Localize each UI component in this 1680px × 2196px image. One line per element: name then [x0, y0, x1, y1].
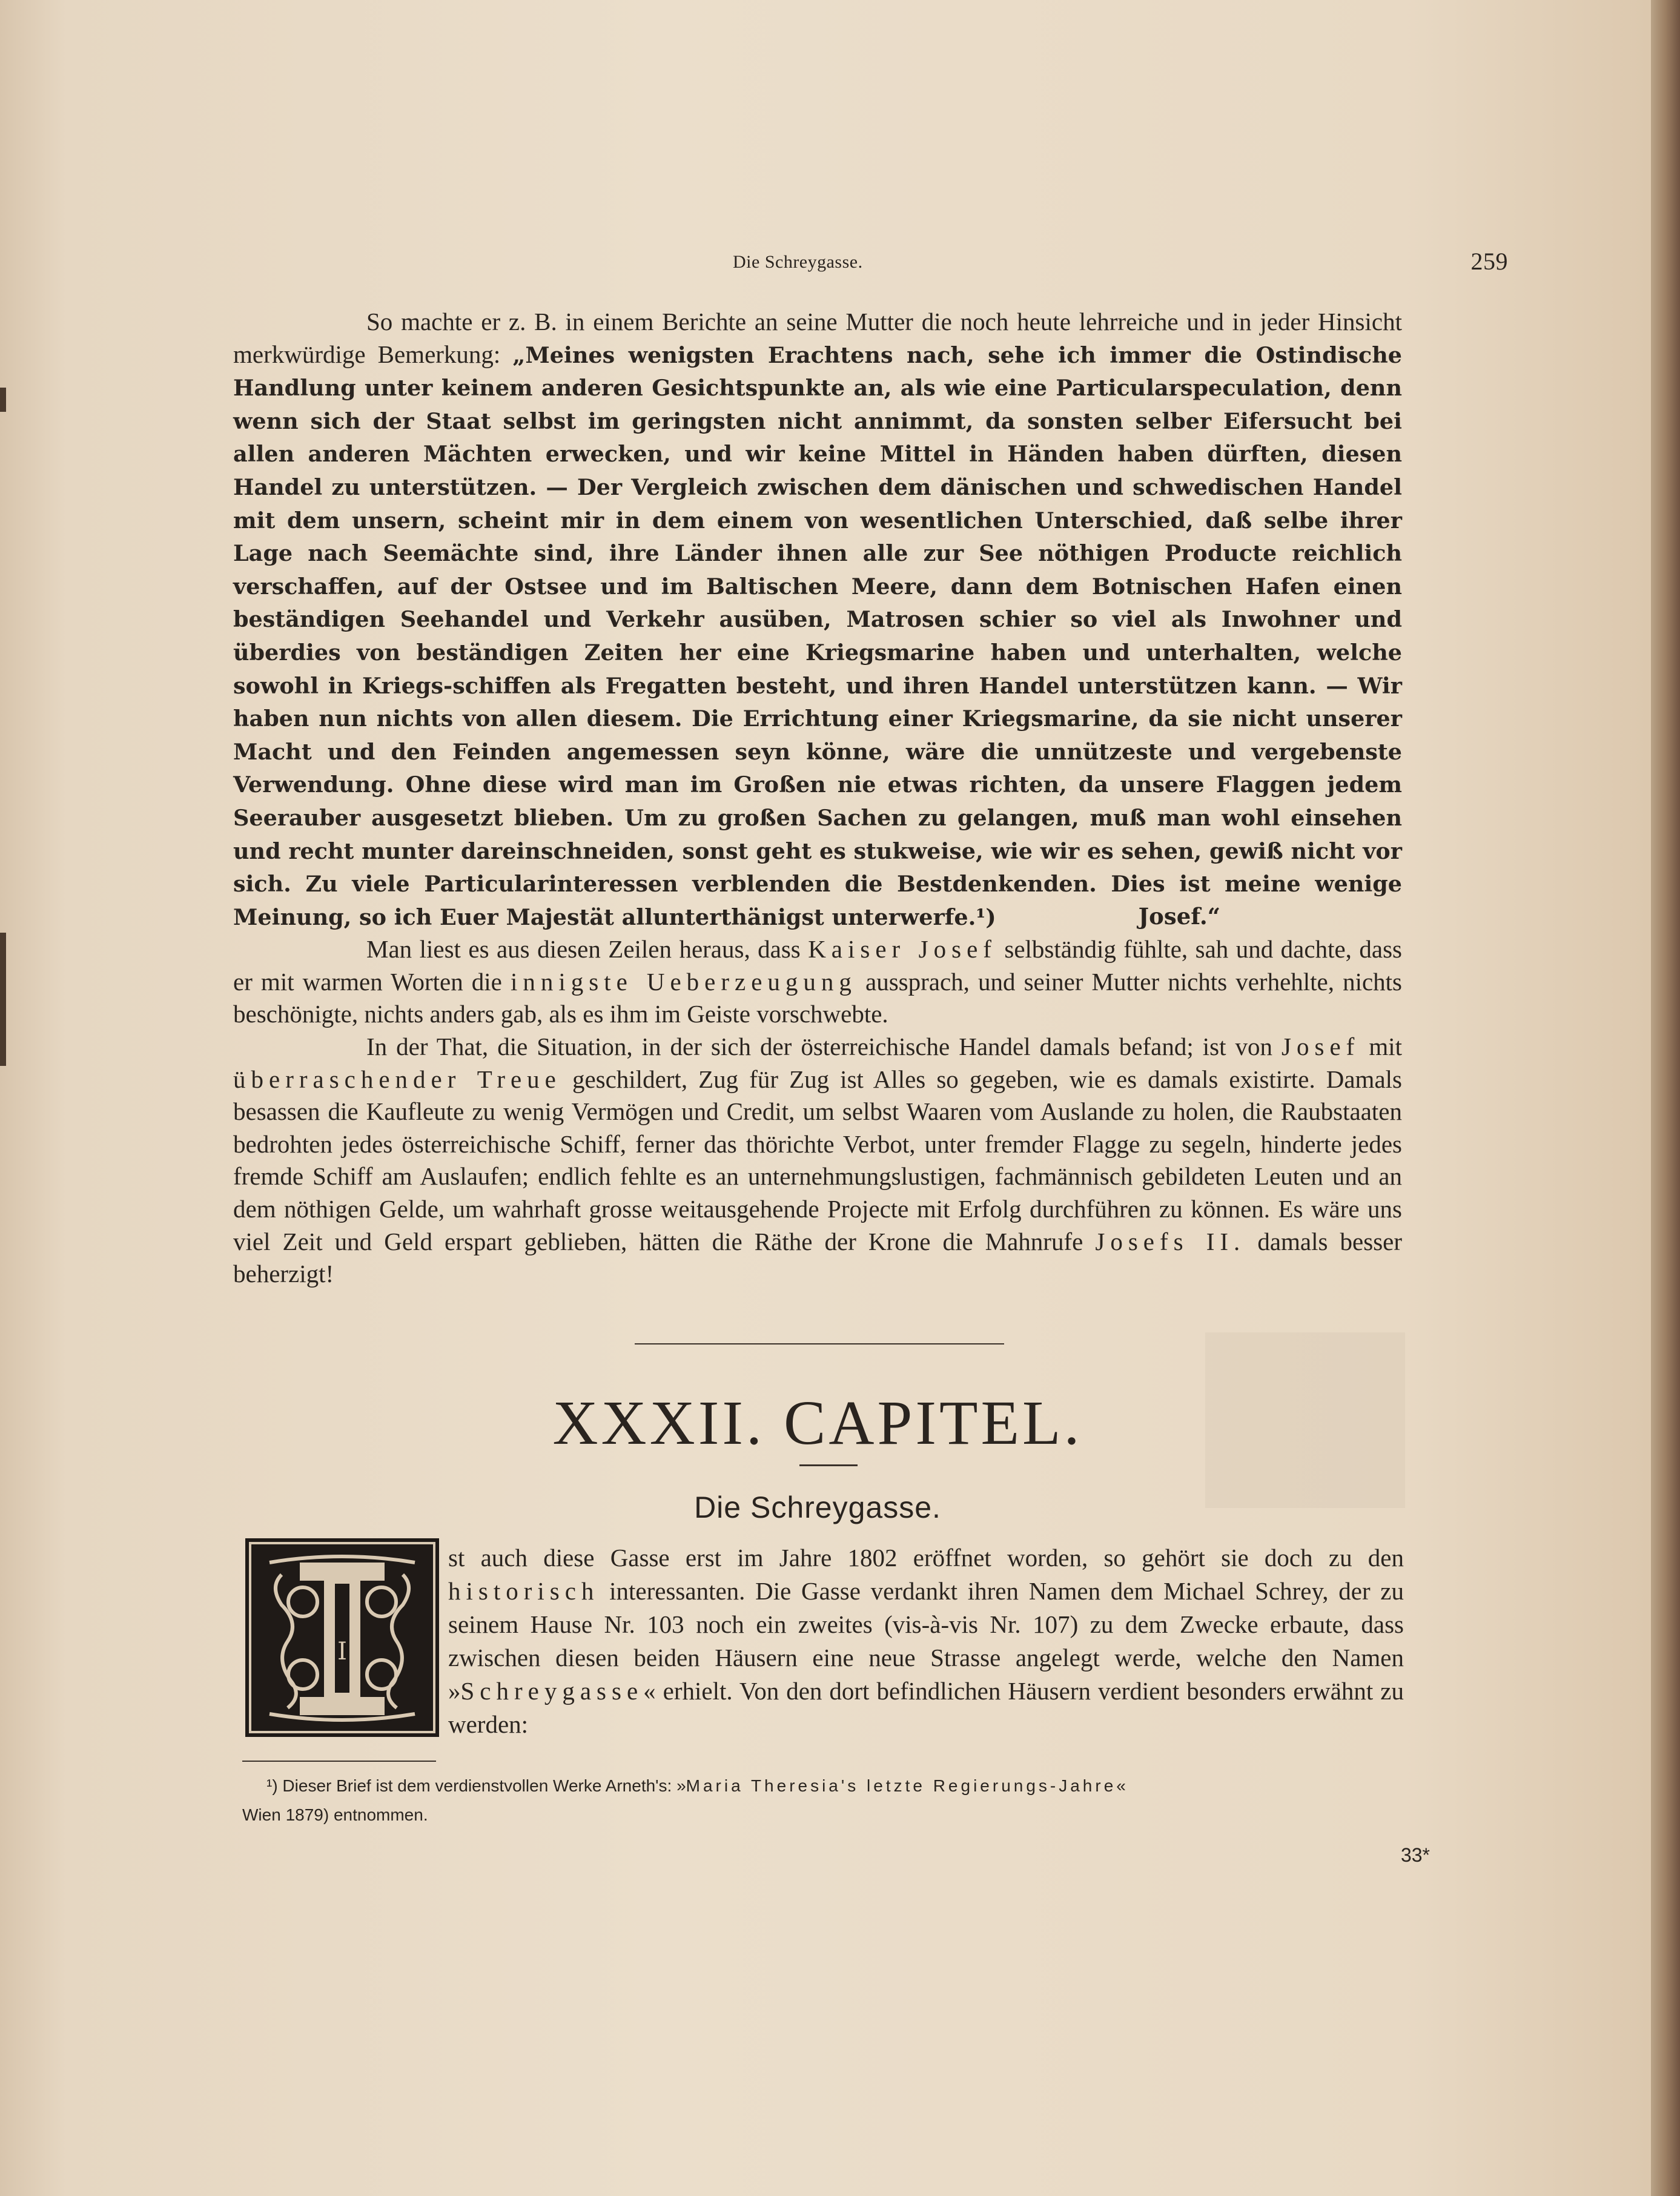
binding-mark [0, 933, 6, 1066]
footnote [242, 1771, 1405, 1830]
text-run: interessanten. Die Gasse verdankt ihren Namen dem Michael Schrey, der zu seinem Hause Nr. 103 noch ein zweites (vis-à-vis Nr. 107) zu dem Zwecke erbaute, dass zwischen diesen beiden Häusern eine neue Strasse angelegt werde, welche den Namen » [448, 1577, 1404, 1705]
letter-signature: Josef.“ [1138, 902, 1220, 930]
page-number: 259 [1470, 248, 1508, 275]
text-run: selbständig fühlte, sah und dachte, dass er mit warmen Worten die [233, 935, 1402, 996]
letter-paragraph [233, 306, 1402, 933]
paragraph-2 [233, 933, 1402, 1031]
paragraph-3 [233, 1031, 1402, 1291]
spaced-text-run: innigste Ueberzeugung [510, 967, 857, 996]
footnote-text-line-2: Wien 1879) entnommen. [242, 1805, 428, 1824]
main-text [233, 306, 1402, 1291]
ornamental-initial [245, 1538, 439, 1737]
text-run: Man liest es aus diesen Zeilen heraus, dass [366, 935, 801, 964]
text-run: « erhielt. Von den dort befindlichen Häusern verdient besonders erwähnt zu werden: [448, 1677, 1404, 1738]
section-divider-rule [635, 1343, 1004, 1344]
text-run: aussprach, und seiner Mutter nichts verhehlte, nichts beschönigte, nichts anders gab, als es ihm im Geiste vorschwebte. [233, 967, 1403, 1028]
chapter-title: XXXII. CAPITEL. [552, 1388, 1083, 1458]
page-edge [1651, 0, 1680, 2196]
spaced-text-run: Josefs II. [1095, 1227, 1246, 1255]
spaced-text-run: historisch [448, 1577, 600, 1605]
chapter-text [448, 1541, 1404, 1741]
running-head-title: Die Schreygasse. [733, 252, 863, 272]
running-head [696, 247, 1508, 277]
footnote-text: « [1116, 1776, 1126, 1795]
spaced-text-run: überraschender Treue [233, 1065, 561, 1093]
sheet-signature-mark: 33* [1400, 1844, 1430, 1866]
spaced-text-run: Josef [1281, 1033, 1360, 1061]
initial-letter: I [337, 1638, 347, 1665]
footnote-rule [242, 1761, 436, 1762]
binding-mark [0, 388, 6, 412]
text-run: In der That, die Situation, in der sich der österreichische Handel damals befand; ist von [366, 1033, 1273, 1061]
spaced-text-run: Schreygasse [460, 1677, 644, 1705]
footnote-text: ¹) Dieser Brief ist dem verdienstvollen Werke Arneth's: » [266, 1776, 686, 1795]
text-run: geschildert, Zug für Zug ist Alles so gegeben, wie es damals existirte. Damals besassen die Kaufleute zu wenig Vermögen und Credit, um selbst Waaren vom Auslande zu holen, die Raubstaaten bedrohten jedes österreichische Schiff, ferner das thörichte Verbot, unter fremder Flagge zu segeln, hinderte jedes fremde Schiff am Auslaufen; endlich fehlte es an unternehmungslustigen, fachmännisch gebildeten Leuten und an dem nöthigen Gelde, um wahrhaft grosse weitausgehende Projecte mit Erfolg durchführen zu können. Es wäre uns viel Zeit und Geld erspart geblieben, hätten die Räthe der Krone die Mahnrufe [233, 1065, 1402, 1255]
chapter-paragraph [448, 1541, 1404, 1741]
letter-intro: So machte er z. B. in einem Berichte an seine Mutter die noch heute lehrreiche und in jeder Hinsicht merkwürdige Bemerkung: [233, 308, 1402, 368]
spaced-text-run: Kaiser Josef [808, 935, 997, 964]
text-run: st auch diese Gasse erst im Jahre 1802 eröffnet worden, so gehört sie doch zu den [448, 1544, 1404, 1572]
footnote-spaced-text: Maria Theresia's letzte Regierungs-Jahre [686, 1776, 1117, 1795]
short-divider-rule [799, 1464, 858, 1466]
text-run: mit [1369, 1033, 1403, 1061]
text-run: damals besser beherzigt! [233, 1227, 1403, 1288]
section-title: Die Schreygasse. [694, 1490, 941, 1524]
ornamental-initial-art [245, 1538, 439, 1737]
letter-quote: „Meines wenigsten Erachtens nach, sehe ich immer die Ostindische Handlung unter keinem anderen Gesichtspunkte an, als wie eine Particularspeculation, denn wenn sich der Staat selbst im geringsten nicht annimmt, da sonsten selber Eifersucht bei allen anderen Mächten erwecken, und wir keine Mittel in Händen haben dürften, diesen Handel zu unterstützen. — Der Vergleich zwischen dem dänischen und schwedischen Handel mit dem unsern, scheint mir in dem einem von wesentlichen Unterschied, daß selbe ihrer Lage nach Seemächte sind, ihre Länder ihnen alle zur See nöthigen Producte reichlich verschaffen, auf der Ostsee und im Baltischen Meere, dann dem Botnischen Hafen einen beständigen Seehandel und Verkehr ausüben, Matrosen schier so viel als Inwohner und überdies von beständigen Zeiten her eine Kriegsmarine haben und unterhalten, welche sowohl in Kriegs-schiffen als Fregatten besteht, und ihren Handel unterstützen kann. — Wir haben nun nichts von allen diesem. Die Errichtung einer Kriegsmarine, da sie nicht unserer Macht und den Feinden angemessen seyn könne, wäre die unnützeste und vergebenste Verwendung. Ohne diese wird man im Großen nie etwas richten, da unsere Flaggen jedem Seerauber ausgesetzt blieben. Um zu großen Sachen zu gelangen, muß man wohl einsehen und recht munter dareinschneiden, sonst geht es stukweise, wie wir es sehen, gewiß nicht vor sich. Zu viele Particularinteressen verblenden die Bestdenkenden. Dies ist meine wenige Meinung, so ich Euer Majestät allunterthänigst unterwerfe.¹) [233, 342, 1402, 930]
